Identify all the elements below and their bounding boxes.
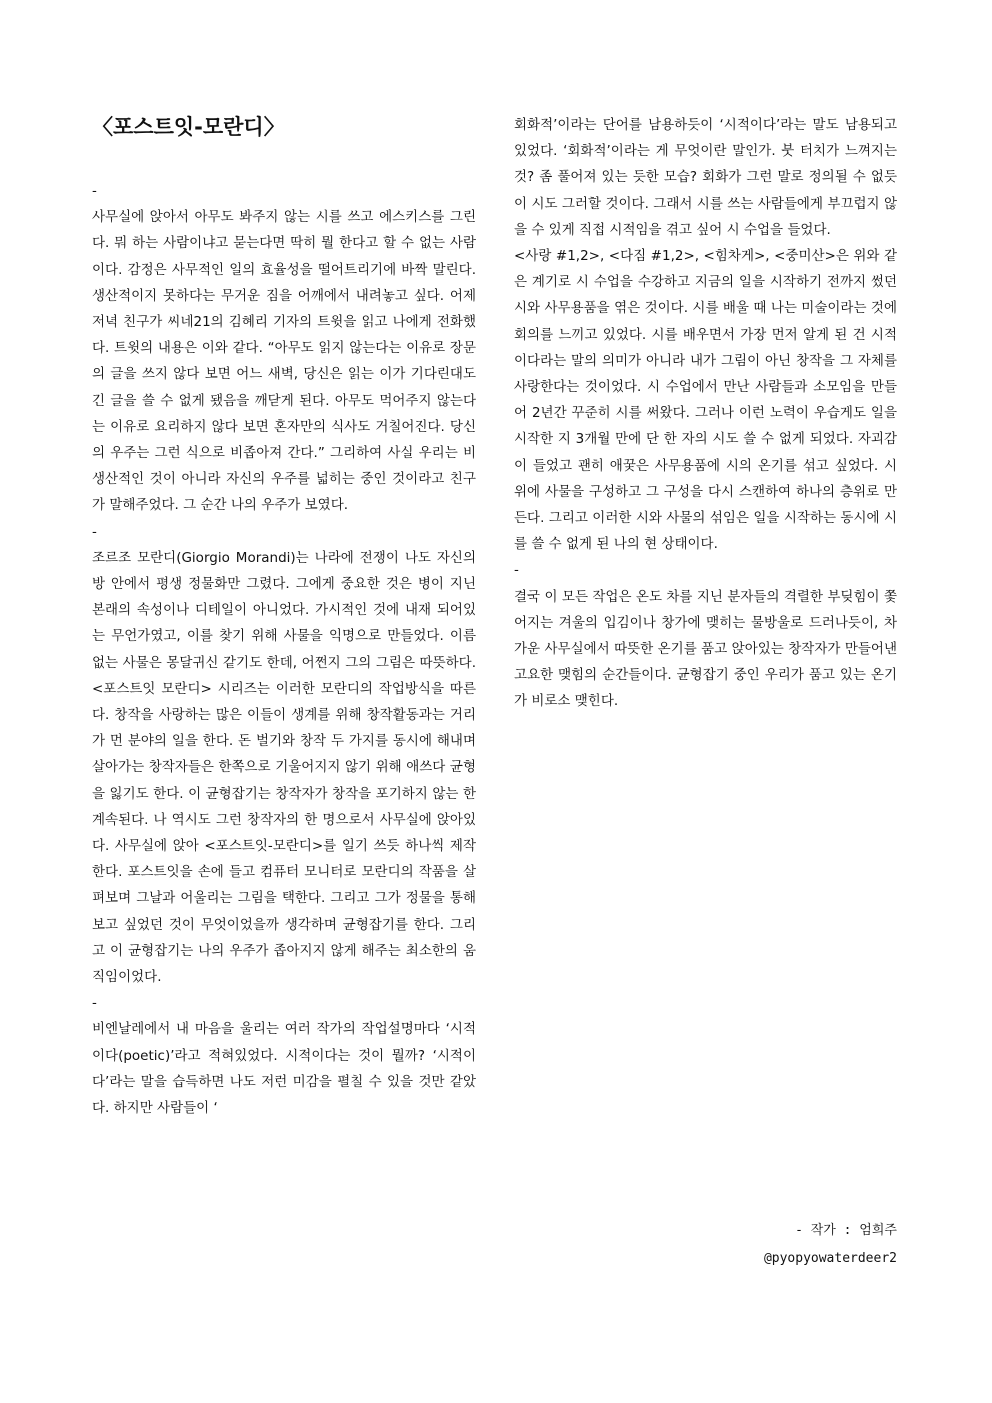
body-paragraph: 조르조 모란디(Giorgio Morandi)는 나라에 전쟁이 나도 자신의 방 안에서 평생 정물화만 그렸다. 그에게 중요한 것은 병이 지닌 본래의 속성이나 디테일이 아니었다. 가시적인 것에 내재 되어있는 무언가였고, 이를 찾기 위해 사물을 익명으로 만들었다. 이름 없는 사물은 몽달귀신 같기도 한데, 어쩐지 그의 그림은 따뜻하다. <포스트잇 모란디> 시리즈는 이러한 모란디의 작업방식을 따른다. 창작을 사랑하는 많은 이들이 생계를 위해 창작활동과는 거리가 먼 분야의 일을 한다. 돈 벌기와 창작 두 가지를 동시에 해내며 살아가는 창작자들은 한쪽으로 기울어지지 않기 위해 애쓰다 균형을 잃기도 한다. 이 균형잡기는 창작자가 창작을 포기하지 않는 한 계속된다. 나 역시도 그런 창작자의 한 명으로서 사무실에 앉아있다. 사무실에 앉아 <포스트잇-모란디>를 일기 쓰듯 하나씩 제작한다. 포스트잇을 손에 들고 컴퓨터 모니터로 모란디의 작품을 살펴보며 그날과 어울리는 그림을 택한다. 그리고 그가 정물을 통해 보고 싶었던 것이 무엇이었을까 생각하며 균형잡기를 한다. 그리고 이 균형잡기는 나의 우주가 좁아지지 않게 해주는 최소한의 움직임이었다. [92,549,476,986]
section-divider: - [514,562,519,579]
body-paragraph: <사랑 #1,2>, <다짐 #1,2>, <힘차게>, <중미산>은 위와 같은 계기로 시 수업을 수강하고 지금의 일을 시작하기 전까지 썼던 시와 사무용품을 엮은 것이다. 시를 배울 때 나는 미술이라는 것에 회의를 느끼고 있었다. 시를 배우면서 가장 먼저 알게 된 건 시적이다라는 말의 의미가 아니라 내가 그림이 아닌 창작을 그 자체를 사랑한다는 것이었다. 시 수업에서 만난 사람들과 소모임을 만들어 2년간 꾸준히 시를 써왔다. 그러나 이런 노력이 우습게도 일을 시작한 지 3개월 만에 단 한 자의 시도 쓸 수 없게 되었다. 자괴감이 들었고 괜히 애꿎은 사무용품에 시의 온기를 섞고 싶었다. 시 위에 사물을 구성하고 그 구성을 다시 스캔하여 하나의 층위로 만든다. 그리고 이러한 시와 사물의 섞임은 일을 시작하는 동시에 시를 쓸 수 없게 된 나의 현 상태이다. [514,248,897,553]
section-divider: - [92,995,97,1012]
body-paragraph: 결국 이 모든 작업은 온도 차를 지닌 분자들의 격렬한 부딪힘이 쫓어지는 겨울의 입김이나 창가에 맺히는 물방울로 드러나듯이, 차가운 사무실에서 따뜻한 온기를 품고 앉아있는 창작자가 만들어낸 고요한 맺힘의 순간들이다. 균형잡기 중인 우리가 품고 있는 온기가 비로소 맺힌다. [514,588,897,710]
section-divider: - [92,523,97,540]
body-paragraph: 회화적’이라는 단어를 남용하듯이 ‘시적이다’라는 말도 남용되고 있었다. ‘회화적’이라는 게 무엇이란 말인가. 붓 터치가 느껴지는 것? 좀 풀어져 있는 듯한 모습? 회화가 그런 말로 정의될 수 없듯이 시도 그러할 것이다. 그래서 시를 쓰는 사람들에게 부끄럽지 않을 수 있게 직접 시적임을 겪고 싶어 시 수업을 들었다. [514,117,897,238]
body-paragraph: 사무실에 앉아서 아무도 봐주지 않는 시를 쓰고 에스키스를 그린다. 뭐 하는 사람이냐고 묻는다면 딱히 뭘 한다고 할 수 없는 사람이다. 감정은 사무적인 일의 효율성을 떨어트리기에 바짝 말린다. 생산적이지 못하다는 무거운 짐을 어깨에서 내려놓고 싶다. 어제저녁 친구가 씨네21의 김혜리 기자의 트윗을 읽고 나에게 전화했다. 트윗의 내용은 이와 같다. “아무도 읽지 않는다는 이유로 장문의 글을 쓰지 않다 보면 어느 새벽, 당신은 읽는 이가 기다린대도 긴 글을 쓸 수 없게 됐음을 깨닫게 된다. 아무도 먹어주지 않는다는 이유로 요리하지 않다 보면 혼자만의 식사도 거칠어진다. 당신의 우주는 그런 식으로 비좁아져 간다.” 그리하여 사실 우리는 비생산적인 것이 아니라 자신의 우주를 넓히는 중인 것이라고 친구가 말해주었다. 그 순간 나의 우주가 보였다. [92,209,476,514]
credits [764,1217,897,1273]
author-credit: - 작가 : 엄희주 [795,1223,897,1238]
right-column [514,112,897,715]
left-column [92,178,476,1121]
section-divider: - [92,183,97,199]
body-paragraph: 비엔날레에서 내 마음을 울리는 여러 작가의 작업설명마다 ‘시적이다(poetic)’라고 적혀있었다. 시적이다는 것이 뭘까? ‘시적이다’라는 말을 습득하면 나도 저런 미감을 펼칠 수 있을 것만 같았다. 하지만 사람들이 ‘ [92,1021,476,1117]
page-title: 〈포스트잇-모란디〉 [92,115,285,139]
author-handle: @pyopyowaterdeer2 [763,1251,897,1266]
